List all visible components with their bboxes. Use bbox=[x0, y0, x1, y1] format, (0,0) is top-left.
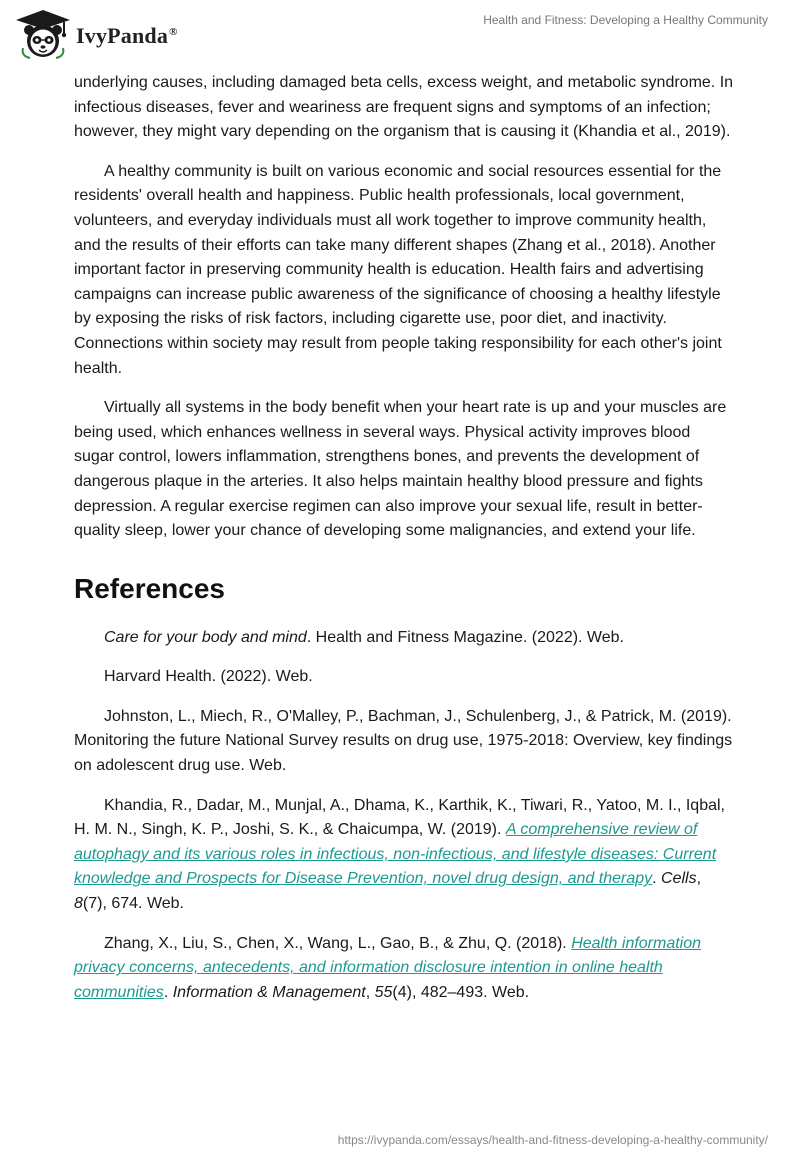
ivypanda-logo[interactable] bbox=[14, 8, 178, 60]
source-url: https://ivypanda.com/essays/health-and-fitness-developing-a-healthy-community/ bbox=[337, 1133, 768, 1147]
logo-wordmark: IvyPanda® bbox=[76, 23, 178, 48]
reference-item: Care for your body and mind. Health and Fitness Magazine. (2022). Web. bbox=[104, 628, 624, 646]
essay-content bbox=[74, 71, 734, 1020]
document-title: Health and Fitness: Developing a Healthy Community bbox=[483, 13, 768, 27]
page-header bbox=[0, 0, 800, 70]
paragraph-physical-activity: Virtually all systems in the body benefit when your heart rate is up and your muscles are being used, which enhances wellness in several ways. Physical activity improves blood sugar control, lowers inflammation, strengthens bones, and prevents the development of dangerous plaque in the arteries. It also helps maintain healthy blood pressure and fights depression. A regular exercise regimen can also improve your sexual life, result in better-quality sleep, lower your chance of developing some malignancies, and extend your life. bbox=[74, 399, 727, 540]
reference-item: Zhang, X., Liu, S., Chen, X., Wang, L., Gao, B., & Zhu, Q. (2018). Health information privacy concerns, antecedents, and information disclosure intention in online health communities. Information & Management, 55(4), 482–493. Web. bbox=[74, 934, 702, 1001]
reference-link-autophagy[interactable]: A comprehensive review of autophagy and its various roles in infectious, non-infectious, and lifestyle diseases: Current knowledge and Prospects for Disease Prevention, novel drug design, and therapy bbox=[74, 821, 717, 888]
reference-title: Care for your body and mind bbox=[104, 628, 307, 646]
references-heading: References bbox=[74, 572, 225, 604]
reference-item: Harvard Health. (2022). Web. bbox=[104, 668, 313, 686]
panda-graduate-icon bbox=[14, 8, 72, 60]
paragraph-healthy-community: A healthy community is built on various economic and social resources essential for the residents' overall health and happiness. Public health professionals, local government, volunteers, and everyday individuals must all work together to improve community health, and the results of their efforts can take many different shapes (Zhang et al., 2018). Another important factor in preserving community health is education. Health fairs and advertising campaigns can increase public awareness of the significance of choosing a healthy lifestyle by exposing the risks of risk factors, including cigarette use, poor diet, and inactivity. Connections within society may result from people taking responsibility for each other's joint health. bbox=[74, 162, 722, 377]
reference-link-privacy[interactable]: Health information privacy concerns, antecedents, and information disclosure intention in online health communities bbox=[74, 934, 702, 1001]
reference-item: Khandia, R., Dadar, M., Munjal, A., Dhama, K., Karthik, K., Tiwari, R., Yatoo, M. I., Iqbal, H. M. N., Singh, K. P., Joshi, S. K., & Chaicumpa, W. (2019). A comprehensive review of autophagy and its various roles in infectious, non-infectious, and lifestyle diseases: Current knowledge and Prospects for Disease Prevention, novel drug design, and therapy. Cells, 8(7), 674. Web. bbox=[74, 796, 725, 913]
paragraph-continuation: underlying causes, including damaged beta cells, excess weight, and metabolic syndrome. In infectious diseases, fever and weariness are frequent signs and symptoms of an infection; however, they might vary depending on the organism that is causing it (Khandia et al., 2019). bbox=[74, 74, 734, 141]
reference-item: Johnston, L., Miech, R., O'Malley, P., Bachman, J., Schulenberg, J., & Patrick, M. (2019). Monitoring the future National Survey results on drug use, 1975-2018: Overview, key findings on adolescent drug use. Web. bbox=[74, 707, 733, 775]
